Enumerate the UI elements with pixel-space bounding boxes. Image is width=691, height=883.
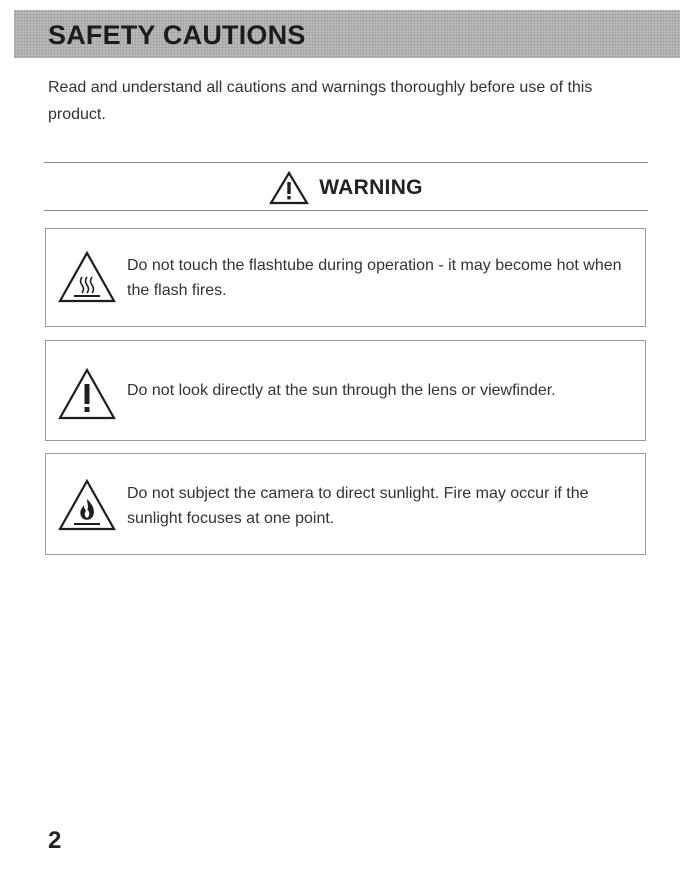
page-title: SAFETY CAUTIONS — [48, 20, 306, 50]
caution-box-sunlight — [45, 453, 646, 555]
page-number: 2 — [48, 827, 62, 854]
hot-surface-icon — [58, 251, 116, 303]
intro-paragraph: Read and understand all cautions and warnings thoroughly before use of this product. — [48, 79, 593, 123]
caution-text-flashtube: Do not touch the flashtube during operation - it may become hot when the flash fires. — [127, 257, 622, 299]
fire-icon — [58, 479, 116, 531]
exclamation-icon — [58, 368, 116, 420]
warning-triangle-icon — [269, 171, 309, 205]
caution-box-sun — [45, 340, 646, 441]
caution-box-flashtube — [45, 228, 646, 327]
divider-top — [44, 162, 648, 163]
divider-bottom — [44, 210, 648, 211]
warning-label: WARNING — [319, 176, 423, 199]
warning-heading — [44, 170, 648, 206]
caution-text-sunlight: Do not subject the camera to direct sunlight. Fire may occur if the sunlight focuses at one point. — [127, 485, 589, 527]
caution-text-sun: Do not look directly at the sun through the lens or viewfinder. — [127, 382, 556, 399]
